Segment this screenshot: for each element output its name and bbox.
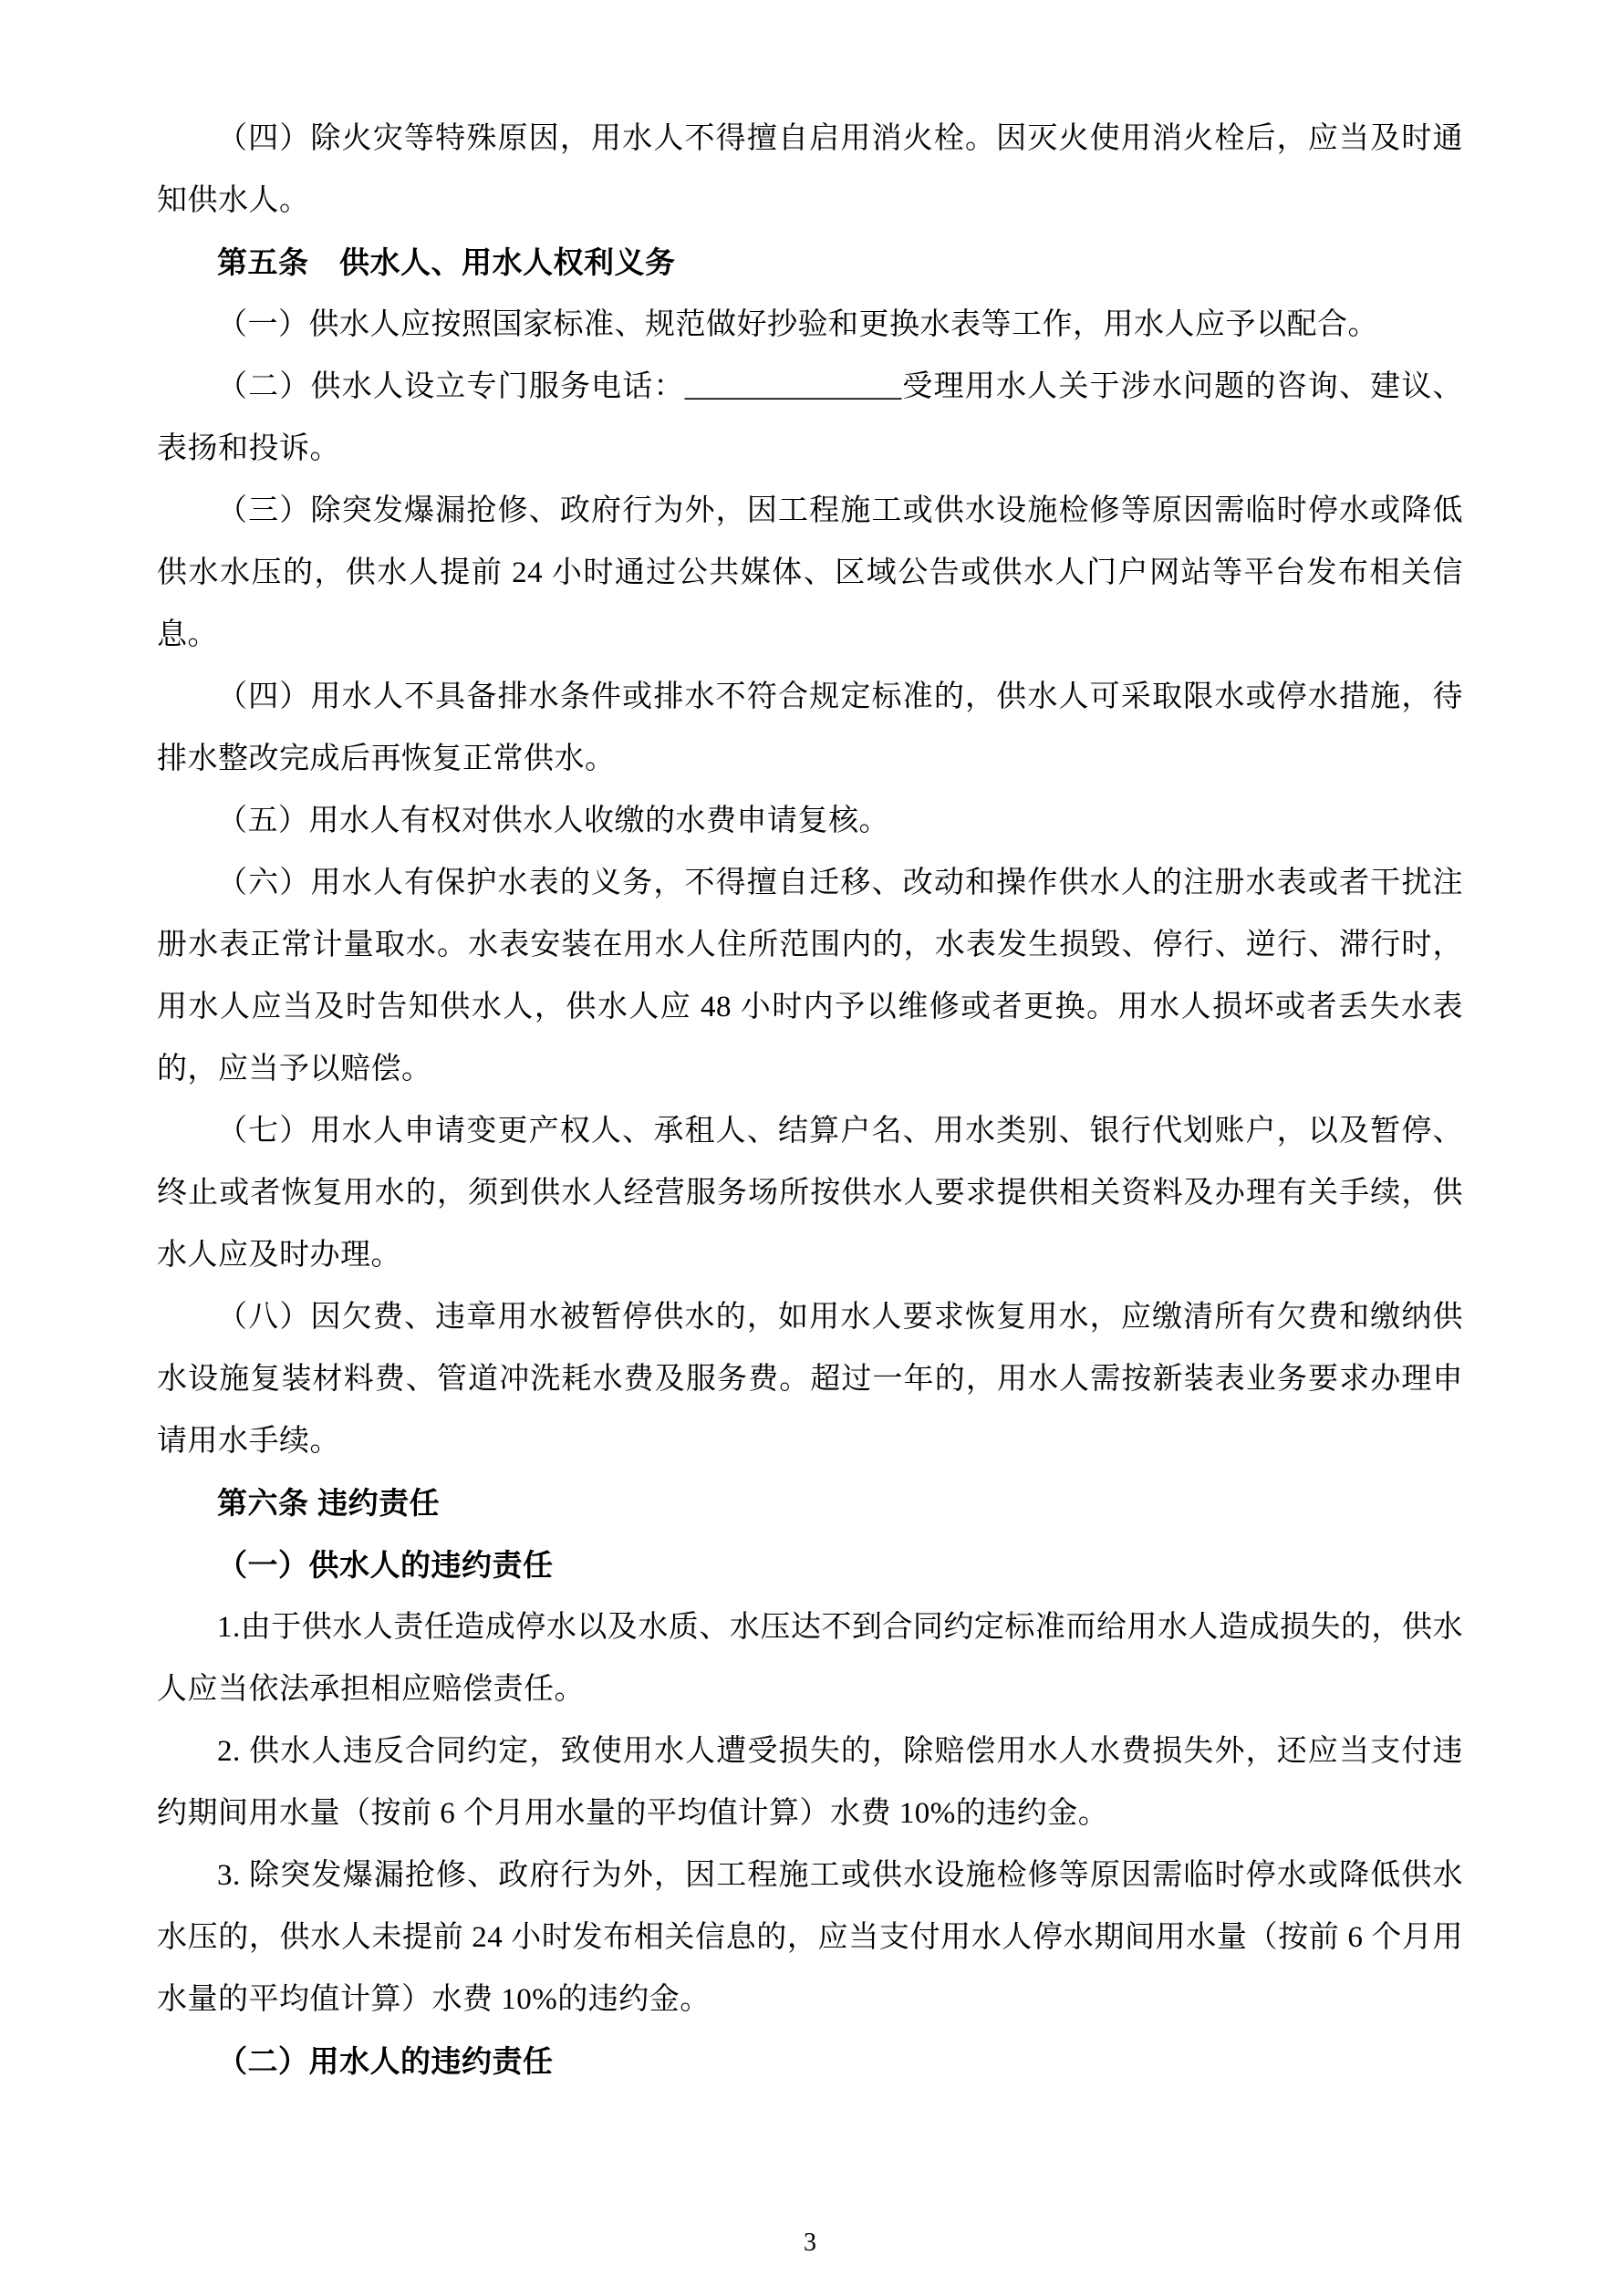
document-content [157,108,1463,2093]
paragraph-service-restoration: （八）因欠费、违章用水被暂停供水的，如用水人要求恢复用水，应缴清所有欠费和缴纳供水设施复装材料费、管道冲洗耗水费及服务费。超过一年的，用水人需按新装表业务要求办理申请用水手续。 [157,1301,1463,1458]
paragraph-drainage-conditions: （四）用水人不具备排水条件或排水不符合规定标准的，供水人可采取限水或停水措施，待排水整改完成后再恢复正常供水。 [157,680,1463,775]
paragraph-supplier-liability-3: 3. 除突发爆漏抢修、政府行为外，因工程施工或供水设施检修等原因需临时停水或降低供水水压的，供水人未提前 24 小时发布相关信息的，应当支付用水人停水期间用水量（按前 6 个月用水量的平均值计算）水费 10%的违约金。 [157,1859,1463,2016]
paragraph-planned-outage-notice: （三）除突发爆漏抢修、政府行为外，因工程施工或供水设施检修等原因需临时停水或降低供水水压的，供水人提前 24 小时通过公共媒体、区域公告或供水人门户网站等平台发布相关信息。 [157,494,1463,651]
user-liability-subheading: （二）用水人的违约责任 [217,2044,554,2078]
paragraph-service-hotline: （二）供水人设立专门服务电话：______________受理用水人关于涉水问题的咨询、建议、表扬和投诉。 [157,370,1463,465]
paragraph-fire-hydrant: （四）除火灾等特殊原因，用水人不得擅自启用消火栓。因灭火使用消火栓后，应当及时通知供水人。 [157,122,1463,217]
article-5-heading: 第五条 供水人、用水人权利义务 [217,245,676,279]
paragraph-supplier-liability-2: 2. 供水人违反合同约定，致使用水人遭受损失的，除赔偿用水人水费损失外，还应当支付违约期间用水量（按前 6 个月用水量的平均值计算）水费 10%的违约金。 [157,1735,1463,1830]
article-6-heading: 第六条 违约责任 [217,1486,441,1520]
paragraph-meter-protection: （六）用水人有保护水表的义务，不得擅自迁移、改动和操作供水人的注册水表或者干扰注册水表正常计量取水。水表安装在用水人住所范围内的，水表发生损毁、停行、逆行、滞行时，用水人应当及时告知供水人，供水人应 48 小时内予以维修或者更换。用水人损坏或者丢失水表的，应当予以赔偿。 [157,867,1463,1086]
page-number: 3 [804,2228,816,2257]
paragraph-fee-review-right: （五）用水人有权对供水人收缴的水费申请复核。 [217,805,889,837]
paragraph-account-changes: （七）用水人申请变更产权人、承租人、结算户名、用水类别、银行代划账户，以及暂停、终止或者恢复用水的，须到供水人经营服务场所按供水人要求提供相关资料及办理有关手续，供水人应及时办理。 [157,1115,1463,1272]
paragraph-meter-reading: （一）供水人应按照国家标准、规范做好抄验和更换水表等工作，用水人应予以配合。 [217,308,1378,341]
supplier-liability-subheading: （一）供水人的违约责任 [217,1548,554,1582]
paragraph-supplier-liability-1: 1.由于供水人责任造成停水以及水质、水压达不到合同约定标准而给用水人造成损失的，供水人应当依法承担相应赔偿责任。 [157,1611,1463,1706]
